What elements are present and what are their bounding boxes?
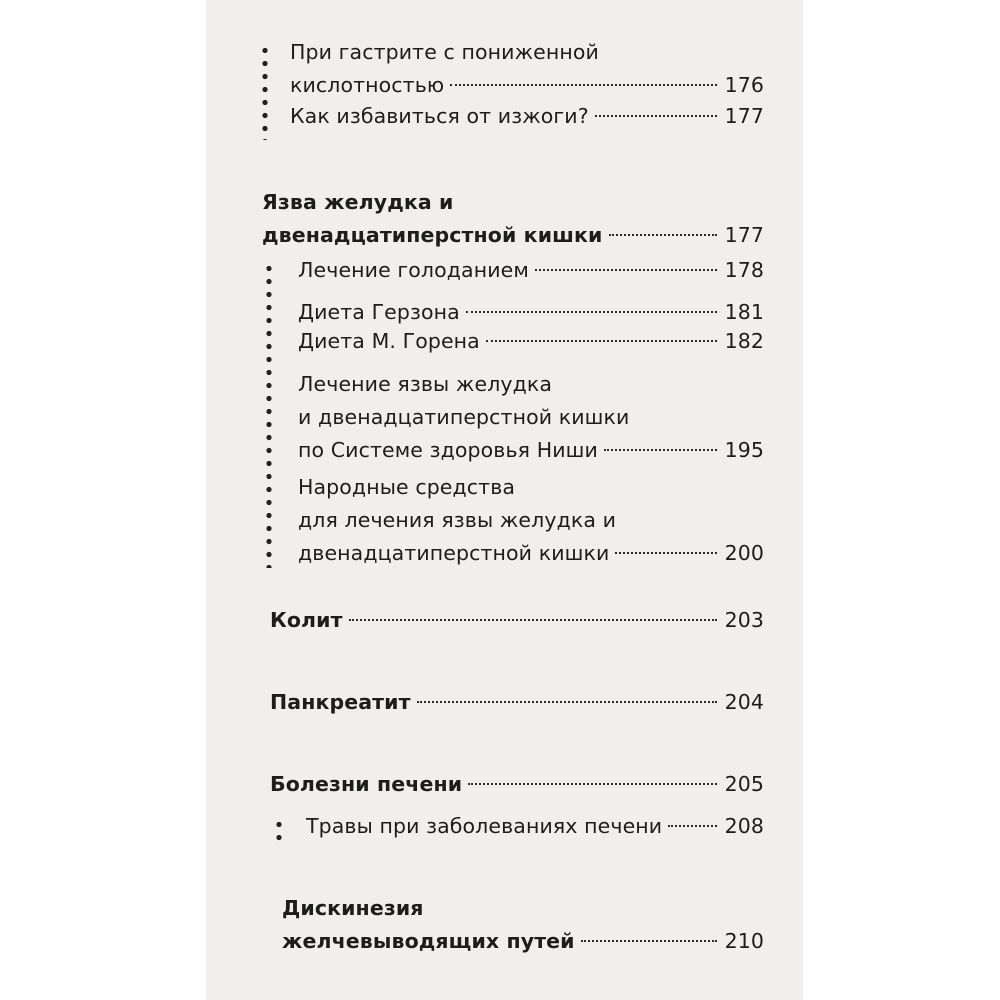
- dot-leader: [417, 701, 717, 703]
- dot-leader: [466, 311, 717, 313]
- entry-text: При гастрите с пониженной: [290, 40, 599, 64]
- dot-leader: [668, 825, 716, 827]
- toc-chapter[interactable]: [262, 186, 764, 252]
- toc-entry[interactable]: [298, 254, 764, 287]
- dot-leader: [595, 115, 717, 117]
- page-number: 204: [724, 690, 764, 714]
- entry-text: Как избавиться от изжоги?: [290, 104, 589, 128]
- page-number: 205: [724, 772, 764, 796]
- dot-leader: [486, 340, 717, 342]
- page-number: 210: [724, 929, 764, 953]
- dot-leader: [349, 619, 717, 621]
- toc-entry[interactable]: [298, 325, 764, 358]
- toc-entry[interactable]: [306, 810, 764, 843]
- page-number: 200: [724, 541, 764, 565]
- page-number: 208: [724, 814, 764, 838]
- dot-leader: [615, 552, 716, 554]
- entry-text: Травы при заболеваниях печени: [306, 814, 663, 838]
- page-number: 178: [724, 258, 764, 282]
- chapter-title: двенадцатиперстной кишки: [262, 223, 603, 247]
- page-number: 176: [724, 73, 764, 97]
- dot-leader: [609, 234, 717, 236]
- entry-text: по Системе здоровья Ниши: [298, 438, 598, 462]
- chapter-title: Язва желудка и: [262, 190, 454, 214]
- entry-text: и двенадцатиперстной кишки: [298, 405, 630, 429]
- page-number: 182: [724, 329, 764, 353]
- entry-text: для лечения язвы желудка и: [298, 508, 617, 532]
- chapter-title: Дискинезия: [282, 896, 424, 920]
- toc-entry[interactable]: [290, 100, 764, 133]
- toc-chapter[interactable]: [270, 686, 764, 719]
- toc-entry[interactable]: [298, 368, 764, 467]
- dot-rule: [276, 818, 282, 848]
- chapter-title: желчевыводящих путей: [282, 929, 575, 953]
- dot-rule: [262, 44, 268, 140]
- page-number: 177: [724, 104, 764, 128]
- page-number: 203: [724, 608, 764, 632]
- entry-text: Лечение язвы желудка: [298, 372, 553, 396]
- dot-leader: [450, 84, 716, 86]
- chapter-title: Панкреатит: [270, 690, 411, 714]
- page-number: 195: [724, 438, 764, 462]
- entry-text: Лечение голоданием: [298, 258, 529, 282]
- entry-text: двенадцатиперстной кишки: [298, 541, 610, 565]
- entry-text: Диета Герзона: [298, 300, 460, 324]
- chapter-title: Колит: [270, 608, 343, 632]
- toc-chapter[interactable]: [270, 604, 764, 637]
- toc-chapter[interactable]: [270, 768, 764, 801]
- toc-entry[interactable]: [298, 471, 764, 570]
- dot-leader: [604, 449, 717, 451]
- dot-rule: [266, 262, 272, 568]
- dot-leader: [468, 783, 716, 785]
- page-number: 181: [724, 300, 764, 324]
- dot-leader: [535, 269, 717, 271]
- page-number: 177: [724, 223, 764, 247]
- entry-text: Диета М. Горена: [298, 329, 480, 353]
- toc-entry[interactable]: [290, 36, 764, 102]
- dot-leader: [581, 940, 717, 942]
- chapter-title: Болезни печени: [270, 772, 463, 796]
- toc-chapter[interactable]: [282, 892, 764, 958]
- entry-text: Народные средства: [298, 475, 516, 499]
- book-page: [206, 0, 803, 1000]
- entry-text: кислотностью: [290, 73, 445, 97]
